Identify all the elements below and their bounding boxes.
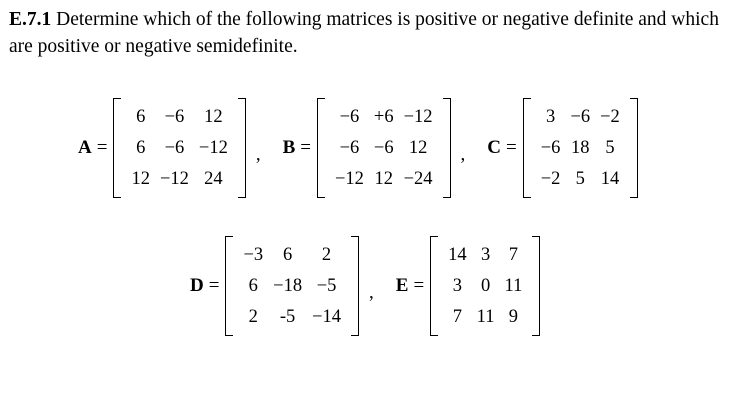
matrix-entry: 6 xyxy=(136,137,146,158)
right-bracket xyxy=(351,236,359,336)
right-bracket xyxy=(630,98,638,198)
right-bracket xyxy=(238,98,246,198)
matrix-row xyxy=(536,164,625,195)
matrix-entry: −12 xyxy=(334,168,364,189)
matrix-entry: 0 xyxy=(480,275,491,296)
matrix-entry: 6 xyxy=(282,244,293,265)
problem-id: E.7.1 xyxy=(9,9,52,30)
separator-comma: , xyxy=(369,282,374,303)
matrix-entry: −12 xyxy=(159,168,189,189)
problem-statement xyxy=(9,6,734,60)
matrix-entry: −6 xyxy=(164,137,185,158)
matrix-entry: 12 xyxy=(131,168,150,189)
matrix-row xyxy=(443,302,527,333)
matrix-entry: 2 xyxy=(321,244,332,265)
separator-comma: , xyxy=(255,144,261,165)
matrix-d-label: D xyxy=(190,275,204,296)
matrix-b-entries xyxy=(330,102,438,195)
matrix-entry: 9 xyxy=(508,306,519,327)
matrix-entry: −6 xyxy=(570,106,591,127)
matrix-row xyxy=(238,240,346,271)
matrix-entry: −18 xyxy=(273,275,303,296)
matrix-entry: −3 xyxy=(243,244,264,265)
matrix-c-label: C xyxy=(487,137,502,158)
matrix-e-entries xyxy=(443,240,527,333)
matrix-entry: −12 xyxy=(403,106,433,127)
matrix-c-equals: = xyxy=(506,137,517,158)
matrix-entry: 5 xyxy=(605,137,615,158)
matrix-row xyxy=(536,102,625,133)
matrix-entry: −14 xyxy=(312,306,342,327)
matrix-row xyxy=(330,164,438,195)
matrix-entry: 11 xyxy=(504,275,523,296)
matrix-entry: 5 xyxy=(575,168,585,189)
matrix-a xyxy=(113,98,245,198)
matrix-b-equals: = xyxy=(300,137,311,158)
matrix-entry: −5 xyxy=(316,275,337,296)
matrix-entry: 6 xyxy=(248,275,258,296)
matrix-entry: −24 xyxy=(403,168,433,189)
matrix-entry: −2 xyxy=(540,168,561,189)
left-bracket xyxy=(523,98,531,198)
matrix-entry: −6 xyxy=(373,137,394,158)
matrix-entry: −6 xyxy=(339,137,360,158)
problem-text: Determine which of the following matrices is positive or negative definite and which are positive or negative semidefinite. xyxy=(9,9,719,57)
matrix-entry: -5 xyxy=(279,306,296,327)
matrix-d-entries xyxy=(238,240,346,333)
left-bracket xyxy=(430,236,438,336)
matrix-row xyxy=(126,102,232,133)
matrix-entry: 2 xyxy=(248,306,258,327)
matrix-entry: 12 xyxy=(408,137,428,158)
right-bracket xyxy=(443,98,451,198)
matrix-row xyxy=(443,240,527,271)
matrix-entry: 3 xyxy=(545,106,556,127)
left-bracket xyxy=(317,98,325,198)
matrix-row-1 xyxy=(78,98,638,198)
matrix-entry: 18 xyxy=(571,137,590,158)
matrix-row xyxy=(126,164,232,195)
matrix-entry: 14 xyxy=(600,168,620,189)
matrix-entry: 7 xyxy=(508,244,519,265)
matrix-row xyxy=(238,271,346,302)
matrix-row xyxy=(238,302,346,333)
left-bracket xyxy=(113,98,121,198)
matrix-row xyxy=(330,133,438,164)
matrix-a-equals: = xyxy=(96,137,108,158)
matrix-row xyxy=(126,133,232,164)
matrix-entry: 12 xyxy=(374,168,394,189)
matrix-entry: +6 xyxy=(373,106,394,127)
right-bracket xyxy=(532,236,540,336)
matrix-c xyxy=(523,98,638,198)
matrix-b xyxy=(317,98,451,198)
left-bracket xyxy=(225,236,233,336)
matrix-c-entries xyxy=(536,102,625,195)
matrix-d xyxy=(225,236,359,336)
matrix-entry: 7 xyxy=(452,306,463,327)
matrix-entry: 3 xyxy=(452,275,463,296)
matrix-entry: 3 xyxy=(480,244,491,265)
matrix-entry: 12 xyxy=(204,106,223,127)
separator-comma: , xyxy=(460,144,466,165)
matrix-row-2 xyxy=(190,236,540,336)
matrix-row xyxy=(536,133,625,164)
matrix-b-label: B xyxy=(282,137,296,158)
matrix-d-equals: = xyxy=(208,275,220,296)
matrix-entry: −6 xyxy=(339,106,360,127)
matrix-e-equals: = xyxy=(413,275,425,296)
matrix-a-label: A xyxy=(78,137,92,158)
matrix-entry: −6 xyxy=(540,137,561,158)
matrix-e-label: E xyxy=(395,275,409,296)
matrix-entry: 6 xyxy=(136,106,146,127)
matrix-row xyxy=(443,271,527,302)
matrix-entry: −6 xyxy=(164,106,185,127)
matrix-entry: 11 xyxy=(476,306,495,327)
matrix-entry: 14 xyxy=(448,244,467,265)
matrix-e xyxy=(430,236,540,336)
matrix-entry: 24 xyxy=(204,168,223,189)
matrix-a-entries xyxy=(126,102,232,195)
matrix-entry: −12 xyxy=(198,137,228,158)
matrix-entry: −2 xyxy=(600,106,620,127)
matrix-row xyxy=(330,102,438,133)
